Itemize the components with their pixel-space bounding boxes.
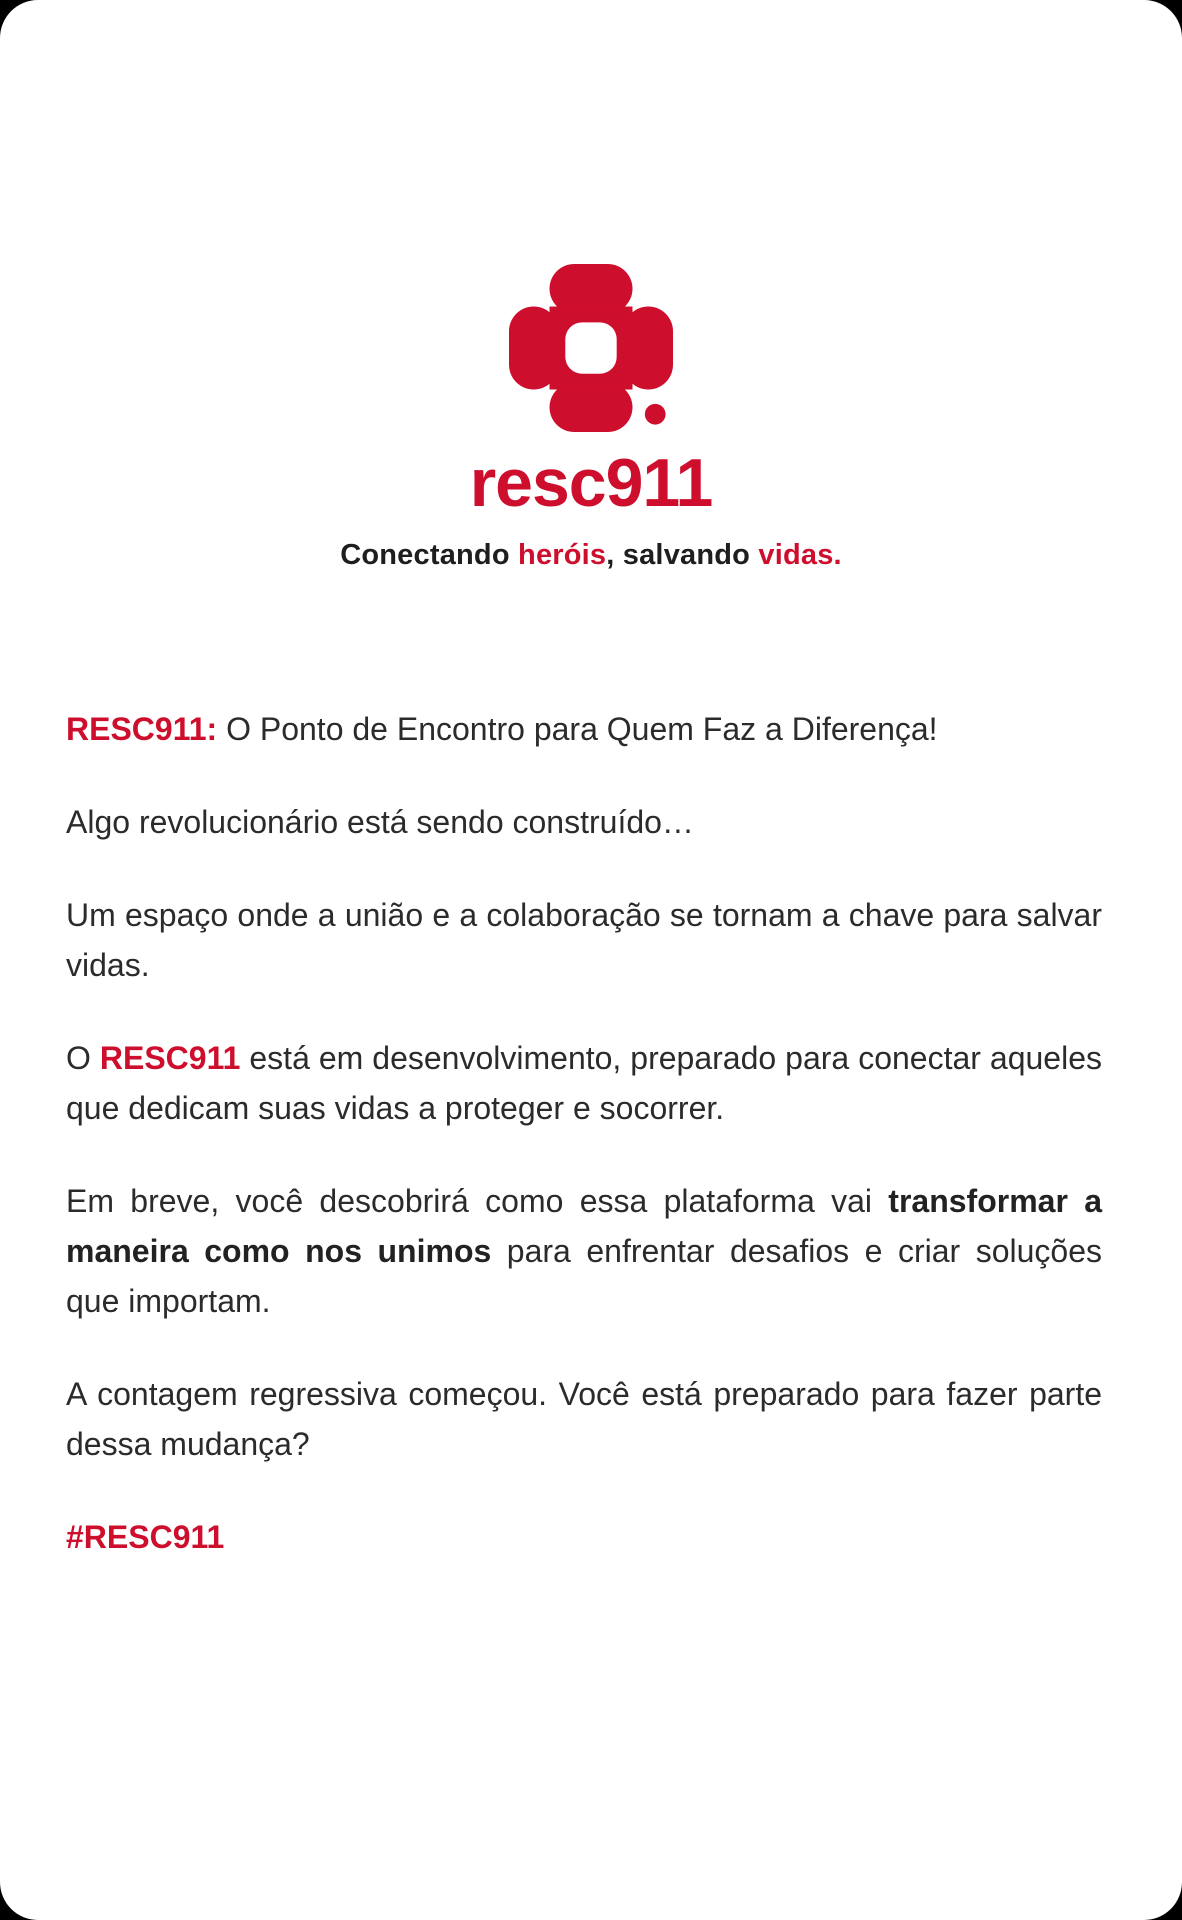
text-segment: A contagem regressiva começou. Você está preparado para fazer parte dessa mudança?	[66, 1376, 1102, 1462]
tagline-segment: , salvando	[606, 539, 759, 571]
text-segment: RESC911	[99, 1040, 241, 1076]
text-segment: está em desenvolvimento, preparado para conectar aqueles que dedicam suas vidas a proteger e socorrer.	[66, 1040, 1103, 1126]
logo-section	[0, 0, 1182, 572]
paragraph	[66, 1033, 1102, 1133]
paragraph	[66, 1512, 1102, 1562]
paragraph	[66, 1369, 1102, 1469]
text-segment: para enfrentar desafios e criar soluções que importam.	[66, 1233, 1103, 1319]
text-segment: Algo revolucionário está sendo construído…	[66, 804, 694, 840]
text-segment: transformar a maneira como nos unimos	[66, 1183, 1103, 1269]
text-segment: RESC911:	[66, 711, 218, 747]
text-segment: O Ponto de Encontro para Quem Faz a Diferença!	[217, 711, 938, 747]
paragraph	[66, 797, 1102, 847]
text-segment: Um espaço onde a união e a colaboração se tornam a chave para salvar vidas.	[66, 897, 1102, 983]
tagline-segment: vidas.	[758, 539, 842, 571]
body-content	[0, 704, 1182, 1562]
resc911-logo-icon	[509, 264, 673, 434]
paragraph	[66, 890, 1102, 990]
tagline-segment: heróis	[518, 539, 607, 571]
brand-wordmark: resc911	[469, 445, 713, 521]
paragraph	[66, 704, 1102, 754]
tagline-segment: Conectando	[340, 539, 519, 571]
text-segment: Em breve, você descobrirá como essa plataforma vai	[66, 1183, 889, 1219]
text-segment: O	[66, 1040, 100, 1076]
tagline	[0, 539, 1182, 572]
text-segment: #RESC911	[66, 1519, 225, 1555]
paragraph	[66, 1176, 1102, 1326]
